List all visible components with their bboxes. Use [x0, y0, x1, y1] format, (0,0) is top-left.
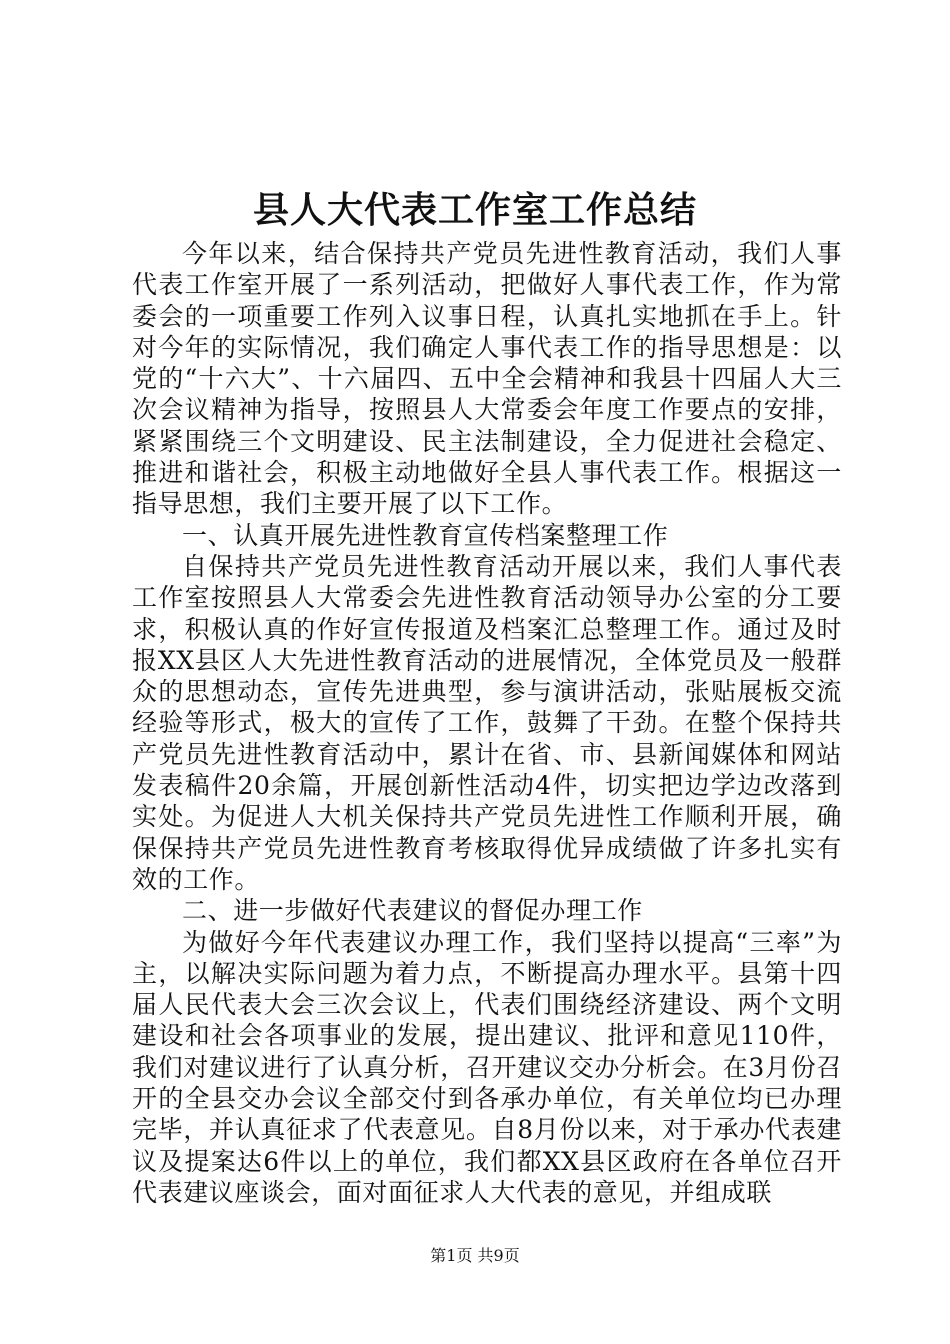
paragraph-section-1: 自保持共产党员先进性教育活动开展以来，我们人事代表工作室按照县人大常委会先进性教育活动领导办公室的分工要求，积极认真的作好宣传报道及档案汇总整理工作。通过及时报XX县区人大先进性教育活动的进展情况，全体党员及一般群众的思想动态，宣传先进典型，参与演讲活动，张贴展板交流经验等形式，极大的宣传了工作，鼓舞了干劲。在整个保持共产党员先进性教育活动中，累计在省、市、县新闻媒体和网站发表稿件20余篇，开展创新性活动4件，切实把边学边改落到实处。为促进人大机关保持共产党员先进性工作顺利开展，确保保持共产党员先进性教育考核取得优异成绩做了许多扎实有效的工作。	[132, 551, 842, 894]
paragraph-intro: 今年以来，结合保持共产党员先进性教育活动，我们人事代表工作室开展了一系列活动，把做好人事代表工作，作为常委会的一项重要工作列入议事日程，认真扎实地抓在手上。针对今年的实际情况，我们确定人事代表工作的指导思想是：以党的“十六大”、十六届四、五中全会精神和我县十四届人大三次会议精神为指导，按照县人大常委会年度工作要点的安排，紧紧围绕三个文明建设、民主法制建设，全力促进社会稳定、推进和谐社会，积极主动地做好全县人事代表工作。根据这一指导思想，我们主要开展了以下工作。	[132, 239, 842, 519]
section-heading-1: 一、认真开展先进性教育宣传档案整理工作	[182, 520, 669, 550]
document-body	[132, 238, 842, 1208]
page-number-footer: 第1页 共9页	[430, 1246, 520, 1265]
section-heading-2: 二、进一步做好代表建议的督促办理工作	[182, 896, 643, 926]
document-title: 县人大代表工作室工作总结	[252, 189, 697, 231]
paragraph-section-2: 为做好今年代表建议办理工作，我们坚持以提高“三率”为主，以解决实际问题为着力点，不断提高办理水平。县第十四届人民代表大会三次会议上，代表们围绕经济建设、两个文明建设和社会各项事业的发展，提出建议、批评和意见110件，我们对建议进行了认真分析，召开建议交办分析会。在3月份召开的全县交办会议全部交付到各承办单位，有关单位均已办理完毕，并认真征求了代表意见。自8月份以来，对于承办代表建议及提案达6件以上的单位，我们都XX县区政府在各单位召开代表建议座谈会，面对面征求人大代表的意见，并组成联	[132, 927, 842, 1207]
